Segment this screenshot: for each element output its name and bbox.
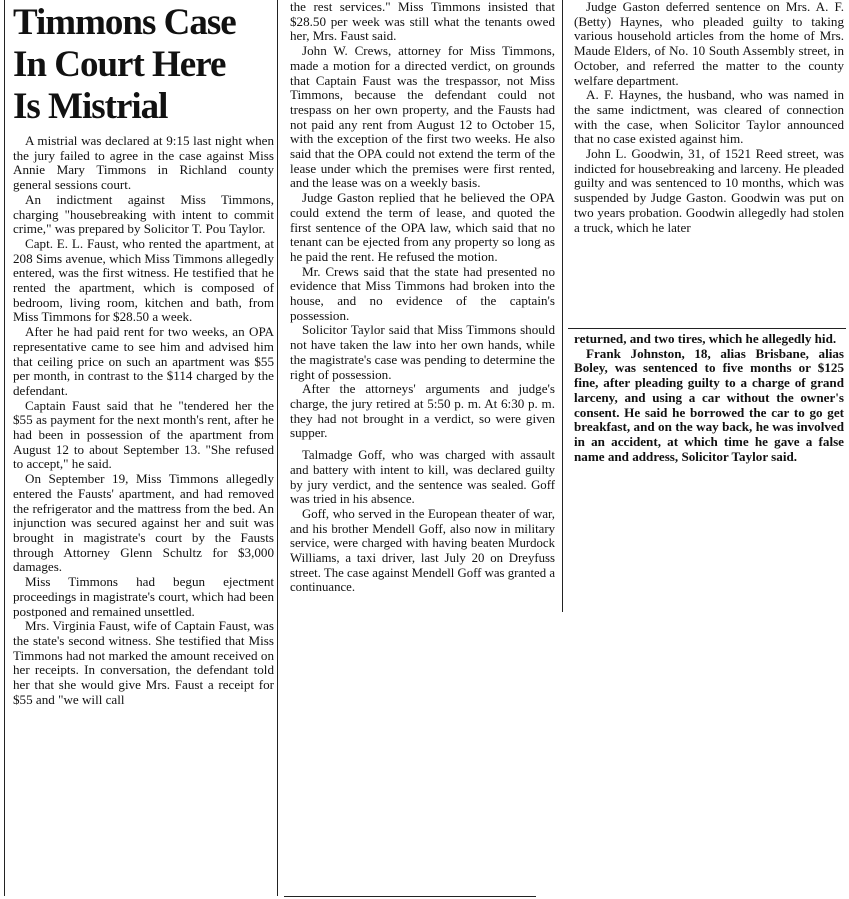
column-rule	[562, 0, 563, 612]
headline	[13, 2, 274, 128]
paragraph: Talmadge Goff, who was charged with assault and battery with intent to kill, was declared guilty by jury verdict, and the sentence was sealed. Goff was tried in his absence.	[290, 448, 555, 507]
brief-goff	[290, 448, 555, 595]
paragraph: An indictment against Miss Timmons, charging "housebreaking with intent to commit crime," was prepared by Solicitor T. Pou Taylor.	[13, 191, 274, 237]
paragraph: Mr. Crews said that the state had presented no evidence that Miss Timmons had broken into the house, and no evidence of the captain's possession.	[290, 263, 555, 323]
headline-line-1: Timmons Case	[13, 2, 236, 43]
paragraph: On September 19, Miss Timmons allegedly entered the Fausts' apartment, and had removed the refrigerator and the mattress from the bed. An injunction was secured against her and suit was brought in magistrate's court by the Fausts through Attorney Glenn Schultz for $3,000 damages.	[13, 471, 274, 575]
paragraph: the rest services." Miss Timmons insisted that $28.50 per week was still what the tenants owed her, Mrs. Faust said.	[290, 0, 555, 44]
paragraph: Captain Faust said that he "tendered her the $55 as payment for the next month's rent, after he had been in possession of the apartment from August 12 to about September 13. "She refused to accept," he said.	[13, 397, 274, 472]
paragraph: After the attorneys' arguments and judge's charge, the jury retired at 5:50 p. m. At 6:30 p. m. they had not brought in a verdict, so were given supper.	[290, 381, 555, 441]
paragraph: A mistrial was declared at 9:15 last night when the jury failed to agree in the case against Miss Annie Mary Timmons in Richland county general sessions court.	[13, 133, 274, 193]
paragraph: Mrs. Virginia Faust, wife of Captain Faust, was the state's second witness. She testified that Miss Timmons had not marked the amount received on her receipts. In conversation, the defendant told her that she would give Mrs. Faust a receipt for $55 and "we will call	[13, 618, 274, 707]
bottom-rule	[284, 896, 536, 897]
paragraph: Frank Johnston, 18, alias Brisbane, alias Boley, was sentenced to five months or $125 fine, after pleading guilty to a charge of grand larceny, and using a car without the owner's consent. He said he borrowed the car to go get breakfast, and on the way back, he was involved in an accident, at which time he gave a false name and address, Solicitor Taylor said.	[574, 345, 844, 464]
section-rule	[568, 328, 846, 329]
paragraph: John W. Crews, attorney for Miss Timmons, made a motion for a directed verdict, on grounds that Captain Faust was the trespassor, not Miss Timmons, because the defendant could not trespass on her own property, and the Fausts had not paid any rent from August 12 to October 15, with the exception of the first two weeks. He also said that the OPA could not extend the term of the lease under which the premises were first rented, and the lease was on a weekly basis.	[290, 43, 555, 191]
column-1	[4, 0, 276, 896]
paragraph: Solicitor Taylor said that Miss Timmons should not have taken the law into her own hands, while the magistrate's case was pending to determine the right of possession.	[290, 322, 555, 382]
column-3-continued	[568, 332, 846, 464]
paragraph: Judge Gaston deferred sentence on Mrs. A. F. (Betty) Haynes, who pleaded guilty to taking various household articles from the home of Mrs. Maude Elders, of No. 10 South Assembly street, in October, and referred the matter to the county welfare department.	[574, 0, 844, 88]
paragraph: Capt. E. L. Faust, who rented the apartment, at 208 Sims avenue, which Miss Timmons allegedly entered, was the first witness. He testified that he rented the apartment, which is composed of bedroom, living room, kitchen and bath, from Miss Timmons for $28.50 a week.	[13, 235, 274, 325]
headline-line-2: In Court Here	[13, 44, 226, 85]
paragraph: A. F. Haynes, the husband, who was named in the same indictment, was cleared of connection with the case, when Solicitor Taylor announced that no case existed against him.	[574, 87, 844, 147]
column-rule	[277, 0, 278, 896]
column-2	[284, 0, 559, 595]
paragraph: John L. Goodwin, 31, of 1521 Reed street, was indicted for housebreaking and larceny. He pleaded guilty and was sentenced to 10 months, which was suspended by Judge Gaston. Goodwin was put on two years probation. Goodwin allegedly had stolen a truck, which he later	[574, 146, 844, 235]
paragraph: Goff, who served in the European theater of war, and his brother Mendell Goff, also now in military service, were charged with having beaten Murdock Williams, a taxi driver, last July 20 on Dreyfuss street. The case against Mendell Goff was granted a continuance.	[290, 506, 555, 595]
paragraph: returned, and two tires, which he allegedly hid.	[574, 331, 837, 346]
headline-line-3: Is Mistrial	[13, 86, 168, 127]
paragraph: After he had paid rent for two weeks, an OPA representative came to see him and advised him that ceiling price on such an apartment was $55 per month, in contrast to the $114 charged by the defendant.	[13, 324, 274, 398]
paragraph: Judge Gaston replied that he believed the OPA could extend the term of lease, and quoted the first sentence of the OPA law, which said that no tenant can be ejected from any property so long as he paid the rent. He refused the motion.	[290, 190, 555, 264]
column-3	[568, 0, 846, 326]
paragraph: Miss Timmons had begun ejectment proceedings in magistrate's court, which had been postponed and remained unsettled.	[13, 574, 274, 619]
